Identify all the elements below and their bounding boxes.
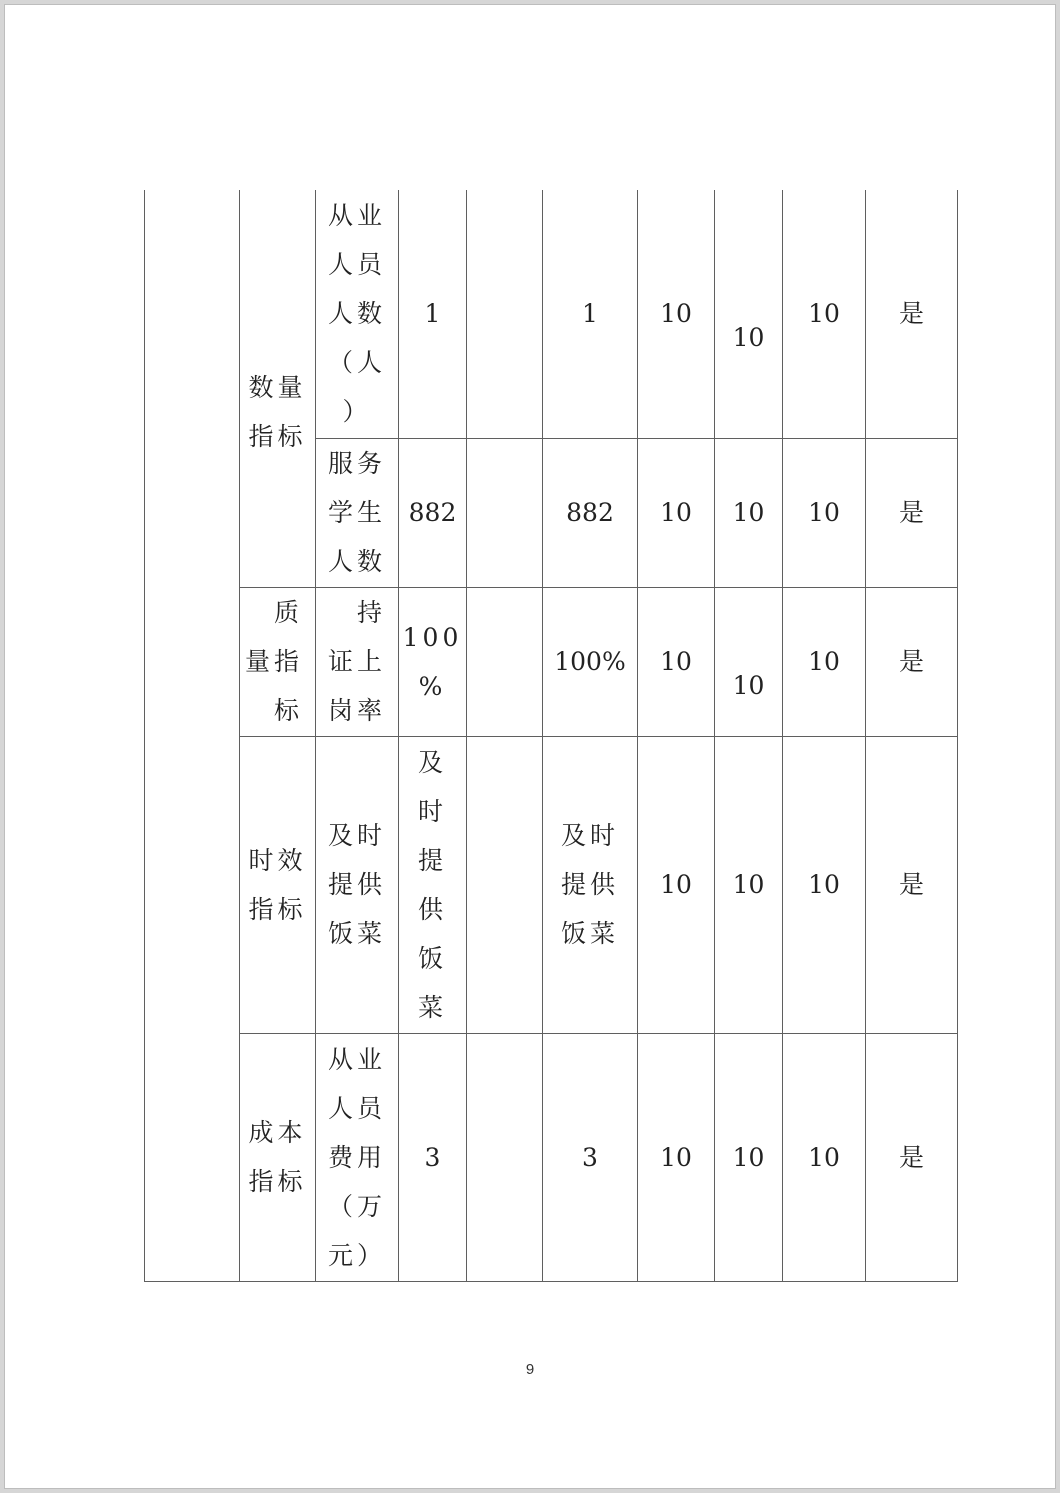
weight-cell: 10 (638, 190, 715, 438)
category-cell: 质 量指 标 (240, 587, 316, 736)
category-cell: 数量 指标 (240, 190, 316, 587)
weight-cell: 10 (638, 587, 715, 736)
page-number: 9 (525, 1361, 535, 1378)
target-cell: 3 (399, 1033, 467, 1281)
actual-cell: 882 (543, 438, 638, 587)
actual-cell: 100% (543, 587, 638, 736)
empty-cell (467, 438, 543, 587)
table-row (145, 190, 958, 438)
met-cell: 是 (866, 587, 958, 736)
blank-first-column-cell (145, 190, 240, 1281)
actual-cell: 3 (543, 1033, 638, 1281)
weight-cell: 10 (638, 438, 715, 587)
indicator-cell: 及时 提供 饭菜 (316, 736, 399, 1033)
actual-cell: 及时 提供 饭菜 (543, 736, 638, 1033)
indicator-cell: 从业 人员 人数 （人 ） (316, 190, 399, 438)
empty-cell (467, 1033, 543, 1281)
performance-indicator-table (144, 190, 958, 1282)
score-cell: 10 (715, 736, 783, 1033)
score-cell: 10 (715, 438, 783, 587)
category-cell: 成本 指标 (240, 1033, 316, 1281)
target-cell: 882 (399, 438, 467, 587)
empty-cell (467, 736, 543, 1033)
document-page (4, 4, 1056, 1489)
target-cell: 100 % (399, 587, 467, 736)
table-row (145, 1033, 958, 1281)
indicator-cell: 持 证上 岗率 (316, 587, 399, 736)
score-cell: 10 (783, 736, 866, 1033)
table-row (145, 736, 958, 1033)
score-cell: 10 (783, 438, 866, 587)
weight-cell: 10 (638, 1033, 715, 1281)
target-cell: 及 时 提 供 饭 菜 (399, 736, 467, 1033)
target-cell: 1 (399, 190, 467, 438)
score-cell: 10 (783, 190, 866, 438)
score-cell: 10 (783, 1033, 866, 1281)
met-cell: 是 (866, 1033, 958, 1281)
score-cell: 10 (783, 587, 866, 736)
table-row (145, 587, 958, 736)
empty-cell (467, 190, 543, 438)
score-cell: 10 (715, 1033, 783, 1281)
empty-cell (467, 587, 543, 736)
category-cell: 时效 指标 (240, 736, 316, 1033)
weight-cell: 10 (638, 736, 715, 1033)
met-cell: 是 (866, 736, 958, 1033)
actual-cell: 1 (543, 190, 638, 438)
met-cell: 是 (866, 190, 958, 438)
score-cell: 10 (715, 587, 783, 736)
score-cell: 10 (715, 190, 783, 438)
indicator-cell: 服务 学生 人数 (316, 438, 399, 587)
indicator-cell: 从业 人员 费用 （万 元） (316, 1033, 399, 1281)
met-cell: 是 (866, 438, 958, 587)
